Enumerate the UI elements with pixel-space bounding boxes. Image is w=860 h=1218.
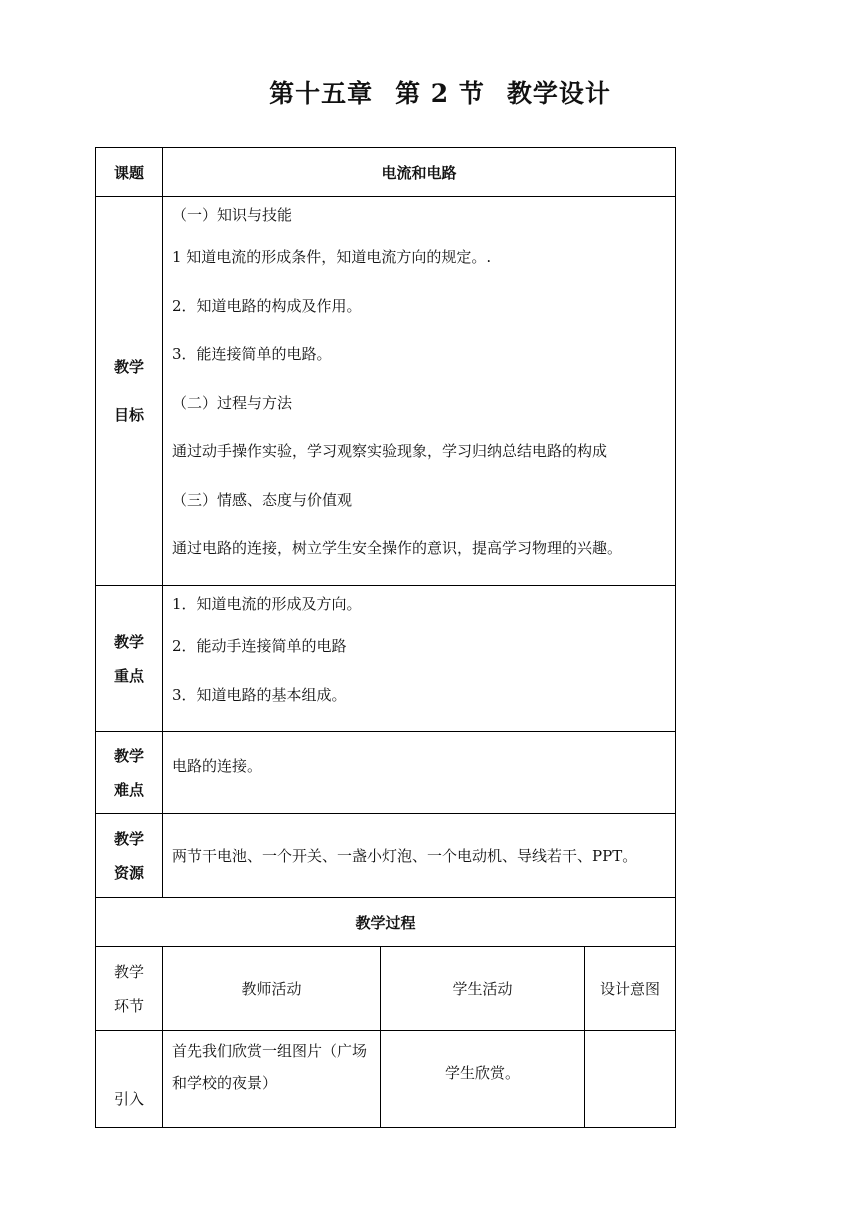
objective-line: （一）知识与技能	[172, 206, 293, 224]
table-row	[96, 1031, 676, 1128]
objectives-label: 教学 目标	[96, 197, 163, 586]
key-point-line: 1．知道电流的形成及方向。	[172, 595, 362, 613]
objective-line: （三）情感、态度与价值观	[172, 490, 353, 509]
key-points-row	[96, 586, 676, 732]
col-student-header: 学生活动	[381, 947, 585, 1031]
difficulty-row	[96, 732, 676, 814]
title-chapter: 第十五章	[269, 79, 374, 108]
row-student: 学生欣赏。	[381, 1031, 585, 1128]
col-intent-header: 设计意图	[585, 947, 676, 1031]
topic-value: 电流和电路	[163, 148, 676, 197]
key-points-content	[163, 586, 676, 732]
col-stage-header: 教学 环节	[96, 947, 163, 1031]
row-stage: 引入	[96, 1031, 163, 1128]
topic-row	[96, 148, 676, 197]
key-points-label: 教学 重点	[96, 586, 163, 732]
row-teacher: 首先我们欣赏一组图片（广场和学校的夜景）	[163, 1031, 381, 1128]
process-header-row	[96, 947, 676, 1031]
objectives-content	[163, 197, 676, 586]
difficulty-label: 教学 难点	[96, 732, 163, 814]
col-teacher-header: 教师活动	[163, 947, 381, 1031]
title-section: 第 2 节	[395, 79, 485, 108]
key-point-line: 2．能动手连接简单的电路	[172, 637, 347, 655]
resources-content: 两节干电池、一个开关、一盏小灯泡、一个电动机、导线若干、PPT。	[163, 814, 676, 898]
difficulty-content: 电路的连接。	[163, 732, 676, 814]
key-point-line: 3．知道电路的基本组成。	[172, 685, 347, 704]
objective-line: 通过电路的连接，树立学生安全操作的意识，提高学习物理的兴趣。	[172, 539, 623, 557]
objective-line: 1 知道电流的形成条件，知道电流方向的规定。.	[172, 248, 492, 266]
objective-line: （二）过程与方法	[172, 393, 293, 412]
objectives-row	[96, 197, 676, 586]
resources-label: 教学 资源	[96, 814, 163, 898]
process-heading: 教学过程	[96, 898, 676, 947]
objective-line: 2．知道电路的构成及作用。	[172, 296, 362, 315]
objective-line: 3．能连接简单的电路。	[172, 345, 332, 363]
lesson-plan-table	[95, 147, 676, 1128]
row-intent	[585, 1031, 676, 1128]
title-type: 教学设计	[506, 79, 611, 108]
process-heading-row	[96, 898, 676, 947]
objective-line: 通过动手操作实验，学习观察实验现象，学习归纳总结电路的构成	[172, 442, 608, 460]
topic-label: 课题	[96, 148, 163, 197]
resources-row	[96, 814, 676, 898]
page-title	[0, 74, 860, 110]
